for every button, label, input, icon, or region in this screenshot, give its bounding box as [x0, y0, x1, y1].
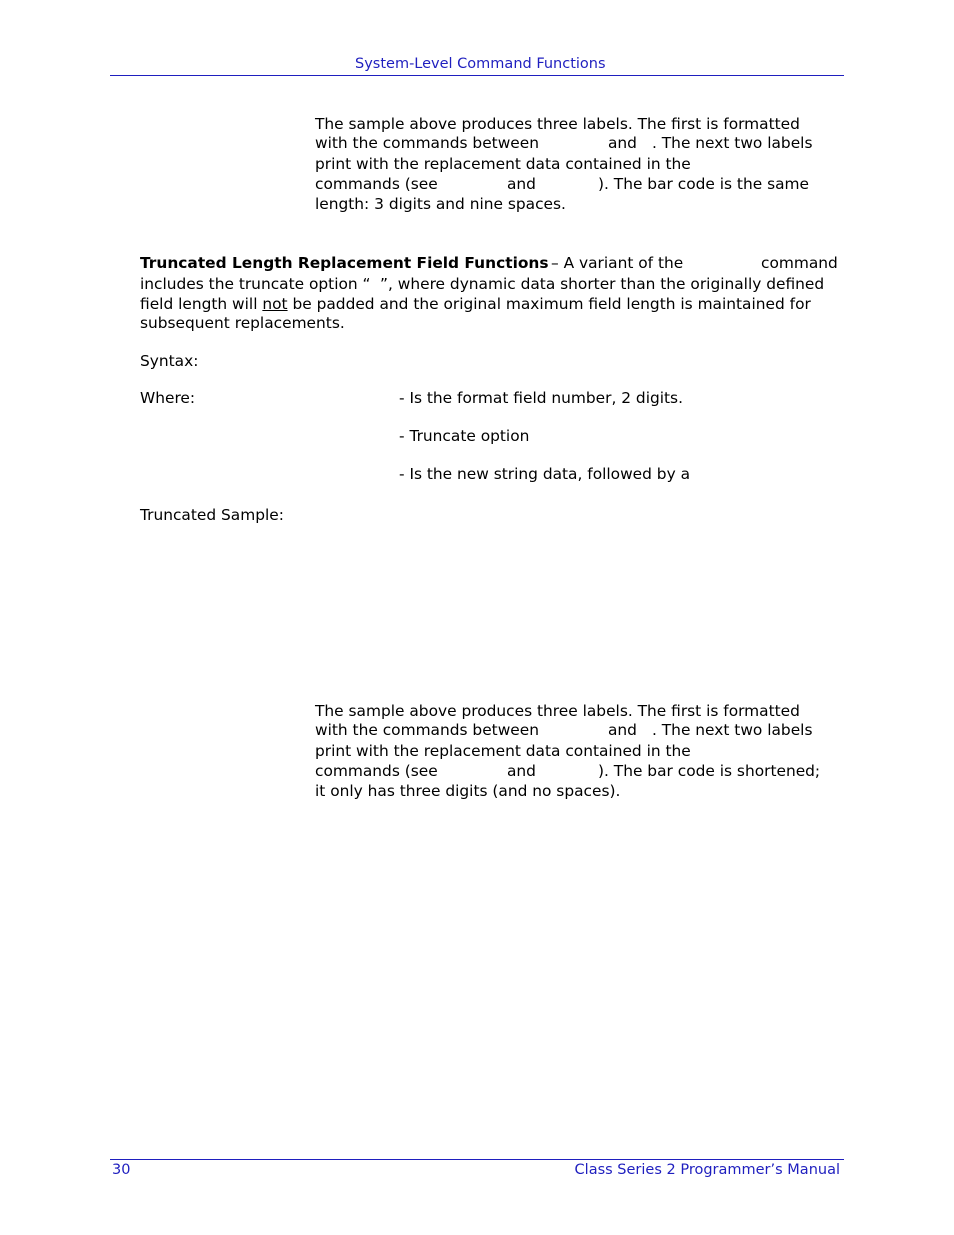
para2-text: ). The bar code is shortened;	[598, 762, 821, 780]
manual-title: Class Series 2 Programmer’s Manual	[574, 1162, 840, 1178]
para1-text: with the commands between	[315, 134, 539, 152]
para1-text: ). The bar code is the same	[598, 175, 809, 193]
underlined-not: not	[262, 295, 288, 313]
para1-text: commands (see	[315, 175, 438, 193]
section-text: field length will	[140, 295, 263, 313]
section-line: subsequent replacements.	[140, 314, 345, 332]
section-line	[140, 294, 811, 314]
section-text: command	[761, 254, 838, 272]
where-item: - Truncate option	[399, 427, 530, 445]
section-heading: Truncated Length Replacement Field Functions	[140, 254, 549, 272]
where-label: Where:	[140, 389, 196, 407]
para1-line: The sample above produces three labels. The first is formatted	[315, 115, 800, 133]
where-item: - Is the new string data, followed by a	[399, 465, 690, 483]
para2-text: with the commands between	[315, 721, 539, 739]
para1-line: print with the replacement data contained in the	[315, 155, 691, 173]
para2-line: The sample above produces three labels. The first is formatted	[315, 702, 800, 720]
section-text: ”, where dynamic data shorter than the originally defined	[380, 275, 825, 293]
page-header-title: System-Level Command Functions	[355, 56, 606, 72]
section-text: includes the truncate option “	[140, 275, 371, 293]
header-rule	[110, 75, 844, 76]
para2-text: commands (see	[315, 762, 438, 780]
para1-text: . The next two labels	[652, 134, 813, 152]
para2-line: it only has three digits (and no spaces).	[315, 782, 621, 800]
para1-text: and	[507, 175, 536, 193]
syntax-label: Syntax:	[140, 352, 199, 370]
section-text: – A variant of the	[551, 254, 684, 272]
page-number: 30	[112, 1162, 131, 1178]
para2-text: and	[608, 721, 637, 739]
para2-text: . The next two labels	[652, 721, 813, 739]
para1-line: length: 3 digits and nine spaces.	[315, 195, 566, 213]
para2-line: print with the replacement data contained in the	[315, 742, 691, 760]
para2-text: and	[507, 762, 536, 780]
para1-text: and	[608, 134, 637, 152]
footer-rule	[110, 1159, 844, 1160]
where-item: - Is the format field number, 2 digits.	[399, 389, 683, 407]
truncated-sample-label: Truncated Sample:	[140, 506, 284, 524]
section-text: be padded and the original maximum field length is maintained for	[287, 295, 811, 313]
